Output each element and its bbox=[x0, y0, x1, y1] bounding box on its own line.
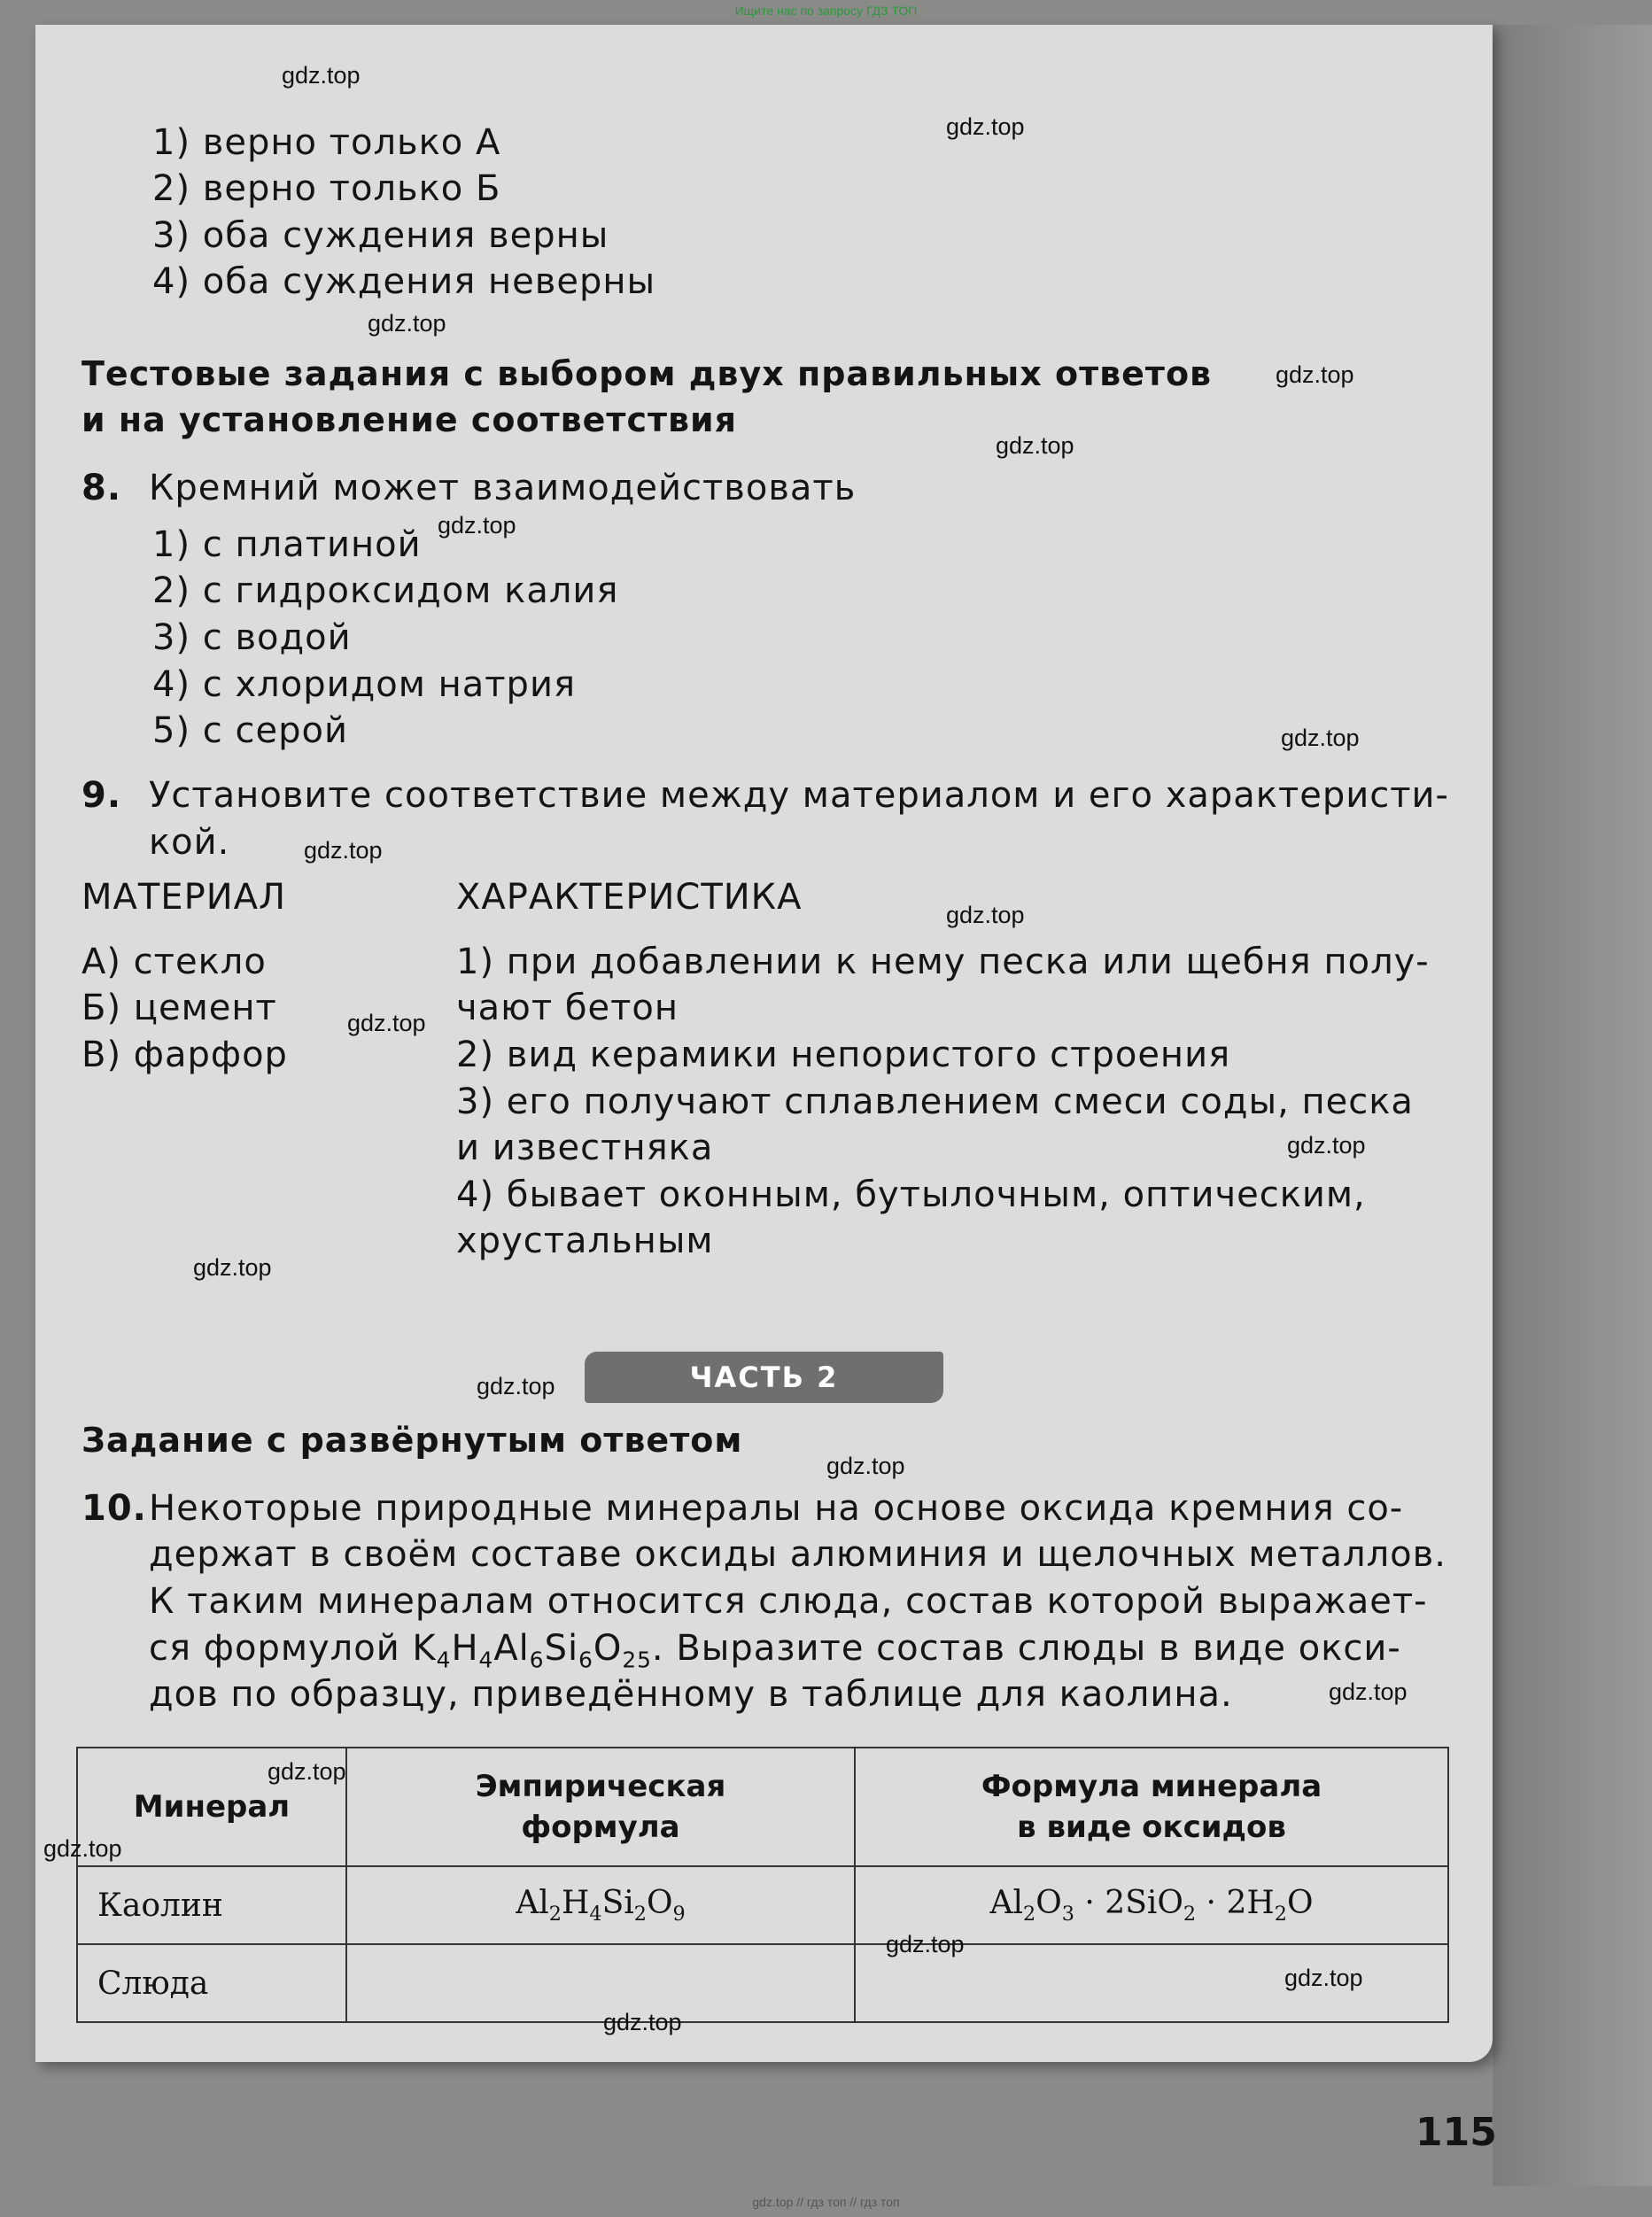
table-cell-empirical bbox=[346, 1944, 855, 2022]
q8-option-5: 5) с серой bbox=[152, 710, 348, 751]
q9-characteristic-4: 4) бывает оконным, бутылочным, оптическим, bbox=[456, 1174, 1366, 1215]
q9-characteristic-3-cont: и известняка bbox=[456, 1128, 714, 1168]
q9-material-b: Б) цемент bbox=[81, 988, 277, 1028]
q10-line5: дов по образцу, приведённому в таблице для каолина. bbox=[149, 1674, 1233, 1715]
q10-number: 10. bbox=[81, 1488, 147, 1529]
q9-material-c: В) фарфор bbox=[81, 1035, 288, 1075]
section-heading: Тестовые задания с выбором двух правильных ответов bbox=[81, 354, 1213, 393]
section-heading-extended: Задание с развёрнутым ответом bbox=[81, 1421, 743, 1460]
watermark: gdz.top bbox=[946, 113, 1025, 140]
q9-text-line1: Установите соответствие между материалом и его характеристи- bbox=[149, 775, 1449, 816]
watermark: gdz.top bbox=[43, 1835, 122, 1862]
watermark: gdz.top bbox=[996, 432, 1074, 459]
watermark: gdz.top bbox=[1287, 1132, 1366, 1159]
q8-option-4: 4) с хлоридом натрия bbox=[152, 664, 577, 705]
q9-number: 9. bbox=[81, 775, 122, 816]
q10-line4: ся формулой $K_4H_4Al_6Si_6O_{25}$. Выразите состав слюды в виде окси- bbox=[149, 1628, 1401, 1673]
q8-option-3: 3) с водой bbox=[152, 617, 352, 658]
table-cell-empirical: $Al_2H_4Si_2O_9$ bbox=[346, 1866, 855, 1944]
q7-option-3: 3) оба суждения верны bbox=[152, 215, 609, 256]
q9-characteristic-3: 3) его получают сплавлением смеси соды, песка bbox=[456, 1081, 1414, 1122]
table-header-empirical: Эмпирическая формула bbox=[346, 1748, 855, 1866]
table-cell-mineral: Слюда bbox=[77, 1944, 346, 2022]
q9-text-line2: кой. bbox=[149, 822, 230, 863]
watermark: gdz.top bbox=[368, 310, 446, 337]
watermark: gdz.top bbox=[438, 512, 516, 539]
watermark: gdz.top bbox=[946, 902, 1025, 928]
q10-line2: держат в своём составе оксиды алюминия и щелочных металлов. bbox=[149, 1534, 1446, 1575]
watermark: gdz.top bbox=[282, 62, 361, 89]
watermark: gdz.top bbox=[347, 1010, 426, 1036]
watermark: gdz.top bbox=[826, 1453, 905, 1479]
watermark: gdz.top bbox=[603, 2009, 682, 2035]
watermark: gdz.top bbox=[193, 1254, 272, 1281]
watermark: gdz.top bbox=[1284, 1965, 1363, 1991]
table-cell-oxides: $Al_2O_3 \cdot 2SiO_2 \cdot 2H_2O$ bbox=[855, 1866, 1448, 1944]
table-row bbox=[77, 1944, 1448, 2022]
table-cell-mineral: Каолин bbox=[77, 1866, 346, 1944]
q10-line1: Некоторые природные минералы на основе оксида кремния со- bbox=[149, 1488, 1404, 1529]
q9-characteristic-1-cont: чают бетон bbox=[456, 988, 679, 1028]
q9-material-header: МАТЕРИАЛ bbox=[81, 877, 287, 918]
watermark: gdz.top bbox=[304, 837, 383, 864]
header-note: Ищите нас по запросу ГДЗ ТОП bbox=[734, 4, 918, 18]
watermark: gdz.top bbox=[886, 1931, 965, 1957]
q9-material-a: А) стекло bbox=[81, 942, 267, 982]
q10-line3: К таким минералам относится слюда, состав которой выражает- bbox=[149, 1581, 1428, 1622]
q9-characteristic-1: 1) при добавлении к нему песка или щебня полу- bbox=[456, 942, 1430, 982]
watermark: gdz.top bbox=[1276, 361, 1354, 388]
watermark: gdz.top bbox=[268, 1758, 346, 1785]
table-row bbox=[77, 1866, 1448, 1944]
q7-option-1: 1) верно только А bbox=[152, 122, 501, 163]
table-header-oxides: Формула минерала в виде оксидов bbox=[855, 1748, 1448, 1866]
footer-note: gdz.top // гдз топ // гдз топ bbox=[752, 2195, 900, 2209]
q7-option-2: 2) верно только Б bbox=[152, 168, 501, 209]
q9-characteristic-header: ХАРАКТЕРИСТИКА bbox=[456, 877, 803, 918]
q8-number: 8. bbox=[81, 468, 122, 508]
q9-characteristic-4-cont: хрустальным bbox=[456, 1221, 714, 1261]
part-2-banner: ЧАСТЬ 2 bbox=[585, 1352, 943, 1403]
watermark: gdz.top bbox=[477, 1373, 555, 1399]
watermark: gdz.top bbox=[1281, 725, 1360, 751]
page-number: 115 bbox=[1415, 2110, 1497, 2155]
q9-characteristic-2: 2) вид керамики непористого строения bbox=[456, 1035, 1231, 1075]
watermark: gdz.top bbox=[1329, 1678, 1408, 1705]
table-header-mineral: Минерал bbox=[77, 1748, 346, 1866]
page-edge-shadow bbox=[1493, 25, 1652, 2186]
q8-option-1: 1) с платиной bbox=[152, 524, 422, 565]
q7-option-4: 4) оба суждения неверны bbox=[152, 261, 656, 302]
section-heading-cont: и на установление соответствия bbox=[81, 400, 738, 439]
q8-text: Кремний может взаимодействовать bbox=[149, 468, 857, 508]
minerals-table bbox=[76, 1747, 1449, 2023]
q8-option-2: 2) с гидроксидом калия bbox=[152, 570, 619, 611]
